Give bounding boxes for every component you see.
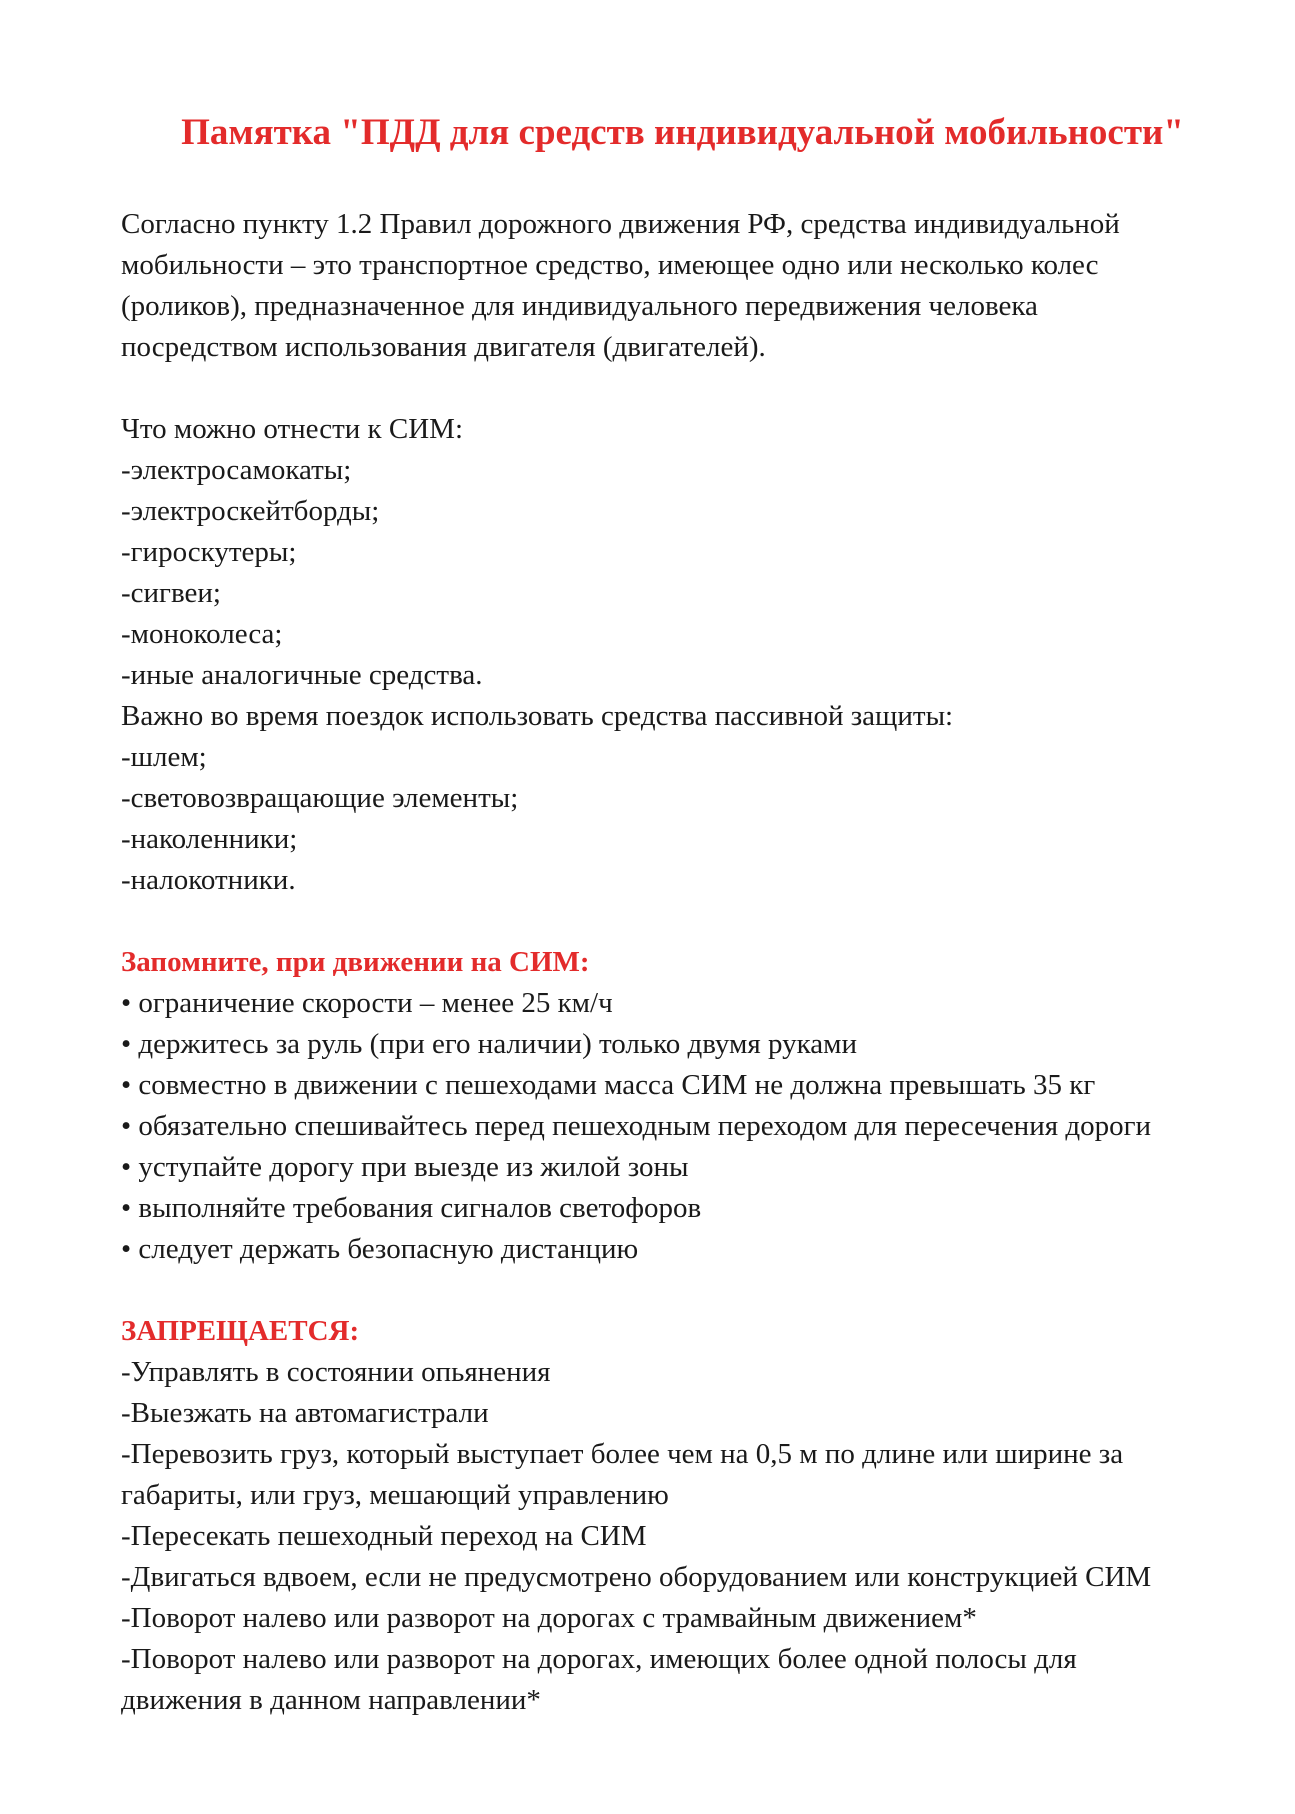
protection-list [121, 737, 1261, 901]
list-item: • обязательно спешивайтесь перед пешеходным переходом для пересечения дороги [121, 1110, 1151, 1142]
list-item: -электроскейтборды; [121, 495, 380, 527]
list-item: -Пересекать пешеходный переход на СИМ [121, 1520, 647, 1552]
forbidden-list [121, 1352, 1261, 1721]
list-item: -Поворот налево или разворот на дорогах с трамвайным движением* [121, 1602, 977, 1634]
list-item: -иные аналогичные средства. [121, 659, 483, 691]
remember-section [121, 942, 1261, 1270]
page-title: Памятка "ПДД для средств индивидуальной мобильности" [181, 112, 1184, 153]
protection-section [121, 696, 1261, 901]
spacer [121, 1270, 1261, 1311]
intro-line: (роликов), предназначенное для индивидуального передвижения человека [121, 290, 1038, 322]
spacer [121, 901, 1261, 942]
list-item: • выполняйте требования сигналов светофоров [121, 1192, 702, 1224]
list-item: • следует держать безопасную дистанцию [121, 1233, 639, 1265]
list-item: движения в данном направлении* [121, 1684, 541, 1716]
sim-types-section [121, 409, 1261, 696]
intro-paragraph [121, 204, 1261, 368]
list-item: -световозвращающие элементы; [121, 782, 519, 814]
list-item: -Поворот налево или разворот на дорогах, имеющих более одной полосы для [121, 1643, 1077, 1675]
list-item: -шлем; [121, 741, 207, 773]
list-item: -моноколеса; [121, 618, 283, 650]
list-item: -Управлять в состоянии опьянения [121, 1356, 551, 1388]
forbidden-section [121, 1311, 1261, 1721]
spacer [121, 368, 1261, 409]
list-item: -Двигаться вдвоем, если не предусмотрено оборудованием или конструкцией СИМ [121, 1561, 1152, 1593]
forbidden-heading: ЗАПРЕЩАЕТСЯ: [121, 1315, 360, 1347]
sim-types-list [121, 450, 1261, 696]
intro-line: мобильности – это транспортное средство, имеющее одно или несколько колес [121, 249, 1099, 281]
protection-heading: Важно во время поездок использовать средства пассивной защиты: [121, 700, 954, 732]
list-item: -наколенники; [121, 823, 298, 855]
intro-line: посредством использования двигателя (двигателей). [121, 331, 766, 363]
sim-types-heading: Что можно отнести к СИМ: [121, 413, 464, 445]
list-item: -налокотники. [121, 864, 296, 896]
remember-list [121, 983, 1261, 1270]
document-body [121, 204, 1261, 1721]
intro-line: Согласно пункту 1.2 Правил дорожного движения РФ, средства индивидуальной [121, 208, 1120, 240]
list-item: -сигвеи; [121, 577, 221, 609]
list-item: -гироскутеры; [121, 536, 297, 568]
remember-heading: Запомните, при движении на СИМ: [121, 946, 590, 978]
list-item: -Перевозить груз, который выступает более чем на 0,5 м по длине или ширине за [121, 1438, 1124, 1470]
list-item: • уступайте дорогу при выезде из жилой зоны [121, 1151, 689, 1183]
list-item: габариты, или груз, мешающий управлению [121, 1479, 669, 1511]
list-item: • держитесь за руль (при его наличии) только двумя руками [121, 1028, 857, 1060]
list-item: -электросамокаты; [121, 454, 352, 486]
list-item: • ограничение скорости – менее 25 км/ч [121, 987, 613, 1019]
list-item: -Выезжать на автомагистрали [121, 1397, 489, 1429]
list-item: • совместно в движении с пешеходами масса СИМ не должна превышать 35 кг [121, 1069, 1096, 1101]
